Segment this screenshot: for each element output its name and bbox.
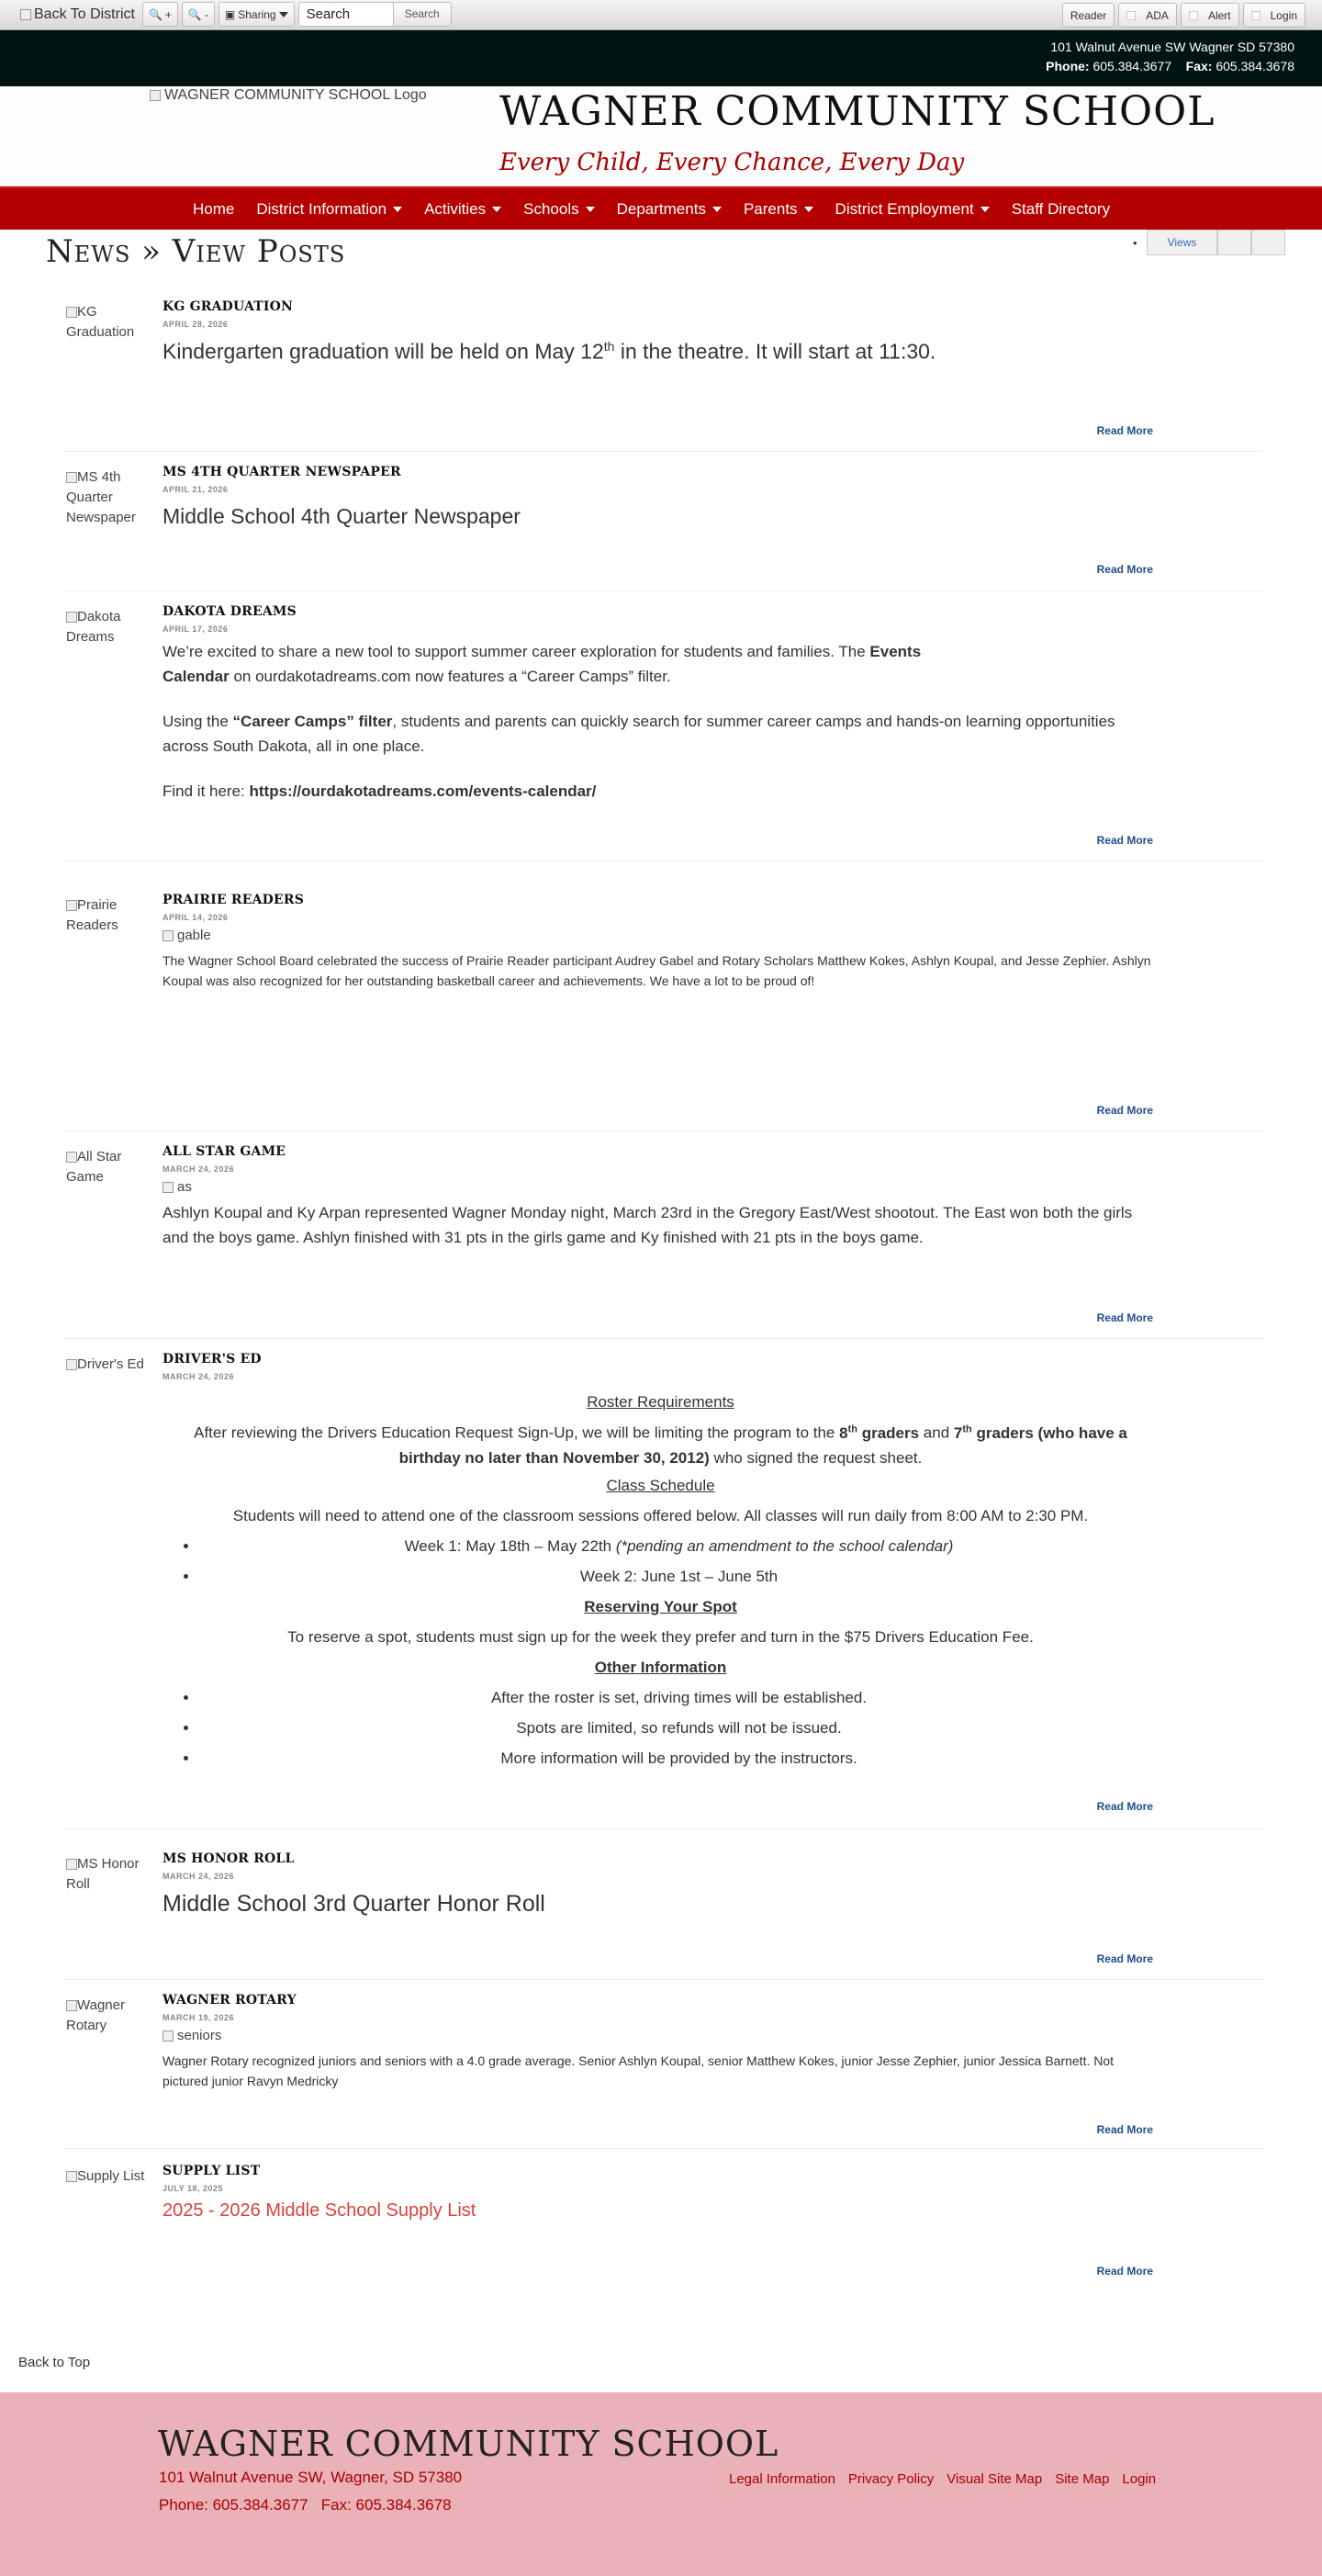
post-body	[162, 2164, 1159, 2222]
zoom-out-label: -	[204, 7, 208, 21]
logo-alt-text: WAGNER COMMUNITY SCHOOL Logo	[164, 87, 427, 103]
fax-number: 605.384.3678	[1216, 59, 1294, 73]
nav-item-activities[interactable]	[413, 188, 512, 230]
views-toggle	[1133, 230, 1285, 255]
share-icon: ▣	[224, 7, 236, 21]
post-body	[162, 1851, 1159, 1918]
list-item: • Spots are limited, so refunds will not be issued.	[199, 1713, 1159, 1743]
login-button[interactable]	[1243, 3, 1305, 28]
contact-phone-fax	[0, 57, 1294, 76]
post-text: Middle School 3rd Quarter Honor Roll	[162, 1891, 545, 1917]
post-paragraph	[162, 709, 1159, 759]
chevron-down-icon	[804, 207, 813, 212]
nav-item-label: Parents	[743, 199, 798, 218]
read-more-link[interactable]: Read More	[1096, 424, 1153, 437]
alert-button[interactable]	[1181, 3, 1239, 28]
post-date: APRIL 28, 2026	[162, 320, 229, 329]
nav-item-label: Schools	[523, 199, 579, 218]
post-title[interactable]: ALL STAR GAME	[162, 1144, 286, 1159]
thumb-alt: Supply List	[77, 2168, 145, 2184]
nav-item-label: District Employment	[835, 199, 974, 218]
list-item-note: (*pending an amendment to the school calendar)	[615, 1536, 954, 1555]
nav-item-staff-directory[interactable]	[1001, 188, 1121, 230]
post-text: Middle School 4th Quarter Newspaper	[162, 504, 521, 528]
view-mode-button[interactable]	[1251, 230, 1285, 255]
chevron-down-icon	[279, 12, 288, 17]
post-title[interactable]: PRAIRIE READERS	[162, 893, 305, 907]
broken-image-icon	[66, 1859, 77, 1870]
image-alt: as	[177, 1179, 192, 1195]
footer-phone: Phone: 605.384.3677 Fax: 605.384.3678	[159, 2496, 452, 2514]
post-text: Ashlyn Koupal and Ky Arpan represented Wagner Monday night, March 23rd in the Gregory East/West shootout. The East won both the girls and the boys game. Ashlyn finished with 31 pts in the girls game and Ky finished with 21 pts in the boys game.	[162, 1204, 1133, 1246]
main-navigation	[0, 186, 1322, 230]
broken-image-icon	[162, 2030, 174, 2042]
contact-address: 101 Walnut Avenue SW Wagner SD 57380	[1050, 39, 1294, 54]
post-text-part: in the theatre. It will start at 11:30.	[614, 339, 936, 364]
back-to-top-link[interactable]: Back to Top	[18, 2355, 91, 2370]
post-thumbnail[interactable]	[66, 2166, 167, 2187]
thumb-alt: All Star Game	[66, 1149, 122, 1185]
list-item: • After the roster is set, driving times will be established.	[199, 1682, 1159, 1713]
post-date: APRIL 17, 2026	[162, 624, 229, 634]
school-name: WAGNER COMMUNITY SCHOOL	[499, 88, 1216, 135]
post-date: MARCH 19, 2026	[162, 2013, 235, 2022]
nav-item-label: Staff Directory	[1011, 199, 1111, 218]
nav-item-label: District Information	[256, 199, 387, 218]
post-text: The Wagner School Board celebrated the success of Prairie Reader participant Audrey Gabel and Rotary Scholars Matthew Kokes, Ashlyn Koupal, and Jesse Zephier. Ashlyn Koupal was also recognized for her outstanding basketball career and achievements. We have a lot to be proud of!	[162, 953, 1151, 988]
list-item: • Week 2: June 1st – June 5th	[199, 1561, 1159, 1592]
schedule-list	[162, 1531, 1159, 1592]
section-heading: Other Information	[594, 1658, 727, 1676]
section-heading: Roster Requirements	[587, 1393, 734, 1411]
broken-image-icon	[150, 90, 161, 101]
post-date: APRIL 21, 2026	[162, 485, 229, 494]
text-part: , students and parents can quickly search for summer career camps and hands-on learning opportunities across South Dakota, all in one place.	[162, 713, 1115, 755]
image-alt: seniors	[177, 2028, 222, 2043]
post-title[interactable]: WAGNER ROTARY	[162, 1993, 297, 2008]
post-thumbnail[interactable]	[66, 1355, 167, 1375]
ada-label: ADA	[1146, 8, 1169, 22]
chevron-down-icon	[712, 207, 722, 212]
post-image	[162, 928, 1159, 943]
thumb-alt: Wagner Rotary	[66, 1997, 125, 2033]
visual-site-map-link[interactable]: Visual Site Map	[947, 2471, 1043, 2487]
read-more-link[interactable]: Read More	[1096, 1311, 1153, 1324]
post-thumbnail[interactable]	[66, 467, 158, 528]
footer-address: 101 Walnut Avenue SW, Wagner, SD 57380	[159, 2469, 463, 2486]
page-title: News » View Posts	[46, 233, 346, 270]
section-heading: Class Schedule	[606, 1476, 715, 1494]
site-footer	[0, 2392, 1322, 2576]
post-paragraph	[162, 1417, 1159, 1470]
post-item	[64, 465, 1263, 591]
nav-item-label: Home	[193, 199, 235, 218]
external-link[interactable]: https://ourdakotadreams.com/events-calendar/	[249, 782, 597, 800]
text-sup: th	[847, 1423, 857, 1434]
post-title[interactable]: KG GRADUATION	[162, 299, 294, 314]
login-label: Login	[1270, 8, 1297, 22]
info-list	[162, 1682, 1159, 1773]
back-to-district-label: Back To District	[34, 6, 135, 22]
page-title-row	[0, 230, 1322, 285]
post-thumbnail[interactable]	[66, 302, 158, 343]
post-body	[162, 893, 1159, 991]
magnifier-icon: 🔍	[187, 7, 202, 21]
list-item	[199, 1531, 1159, 1561]
post-body	[162, 604, 1159, 804]
ada-button[interactable]	[1118, 3, 1177, 28]
post-text	[162, 339, 1159, 365]
post-thumbnail[interactable]	[66, 1996, 158, 2036]
post-body	[162, 465, 1159, 529]
text-bold: 8	[839, 1423, 848, 1442]
sharing-label: Sharing	[238, 7, 276, 21]
contact-bar	[0, 30, 1322, 86]
post-date: JULY 18, 2025	[162, 2184, 224, 2193]
post-title[interactable]: DAKOTA DREAMS	[162, 604, 297, 619]
post-thumbnail[interactable]	[66, 607, 158, 647]
post-date: MARCH 24, 2026	[162, 1872, 235, 1881]
broken-image-icon	[66, 1152, 77, 1163]
post-date: APRIL 14, 2026	[162, 913, 229, 922]
post-image	[162, 2028, 1159, 2043]
thumb-alt: MS Honor Roll	[66, 1856, 140, 1892]
footer-login-link[interactable]: Login	[1122, 2471, 1157, 2487]
broken-image-icon	[66, 2000, 77, 2011]
nav-item-schools[interactable]	[512, 188, 605, 230]
text-part: Using the	[162, 713, 233, 730]
post-text-sup: th	[603, 339, 615, 354]
post-date: MARCH 24, 2026	[162, 1164, 235, 1174]
broken-image-icon	[162, 930, 174, 941]
fax-label: Fax:	[1185, 59, 1213, 73]
zoom-out-button[interactable]	[182, 2, 215, 27]
post-item	[64, 1352, 1263, 1829]
post-paragraph	[162, 639, 970, 689]
section-heading: Reserving Your Spot	[584, 1597, 737, 1615]
text-part: and	[919, 1423, 954, 1442]
image-alt: gable	[177, 928, 211, 943]
broken-image-icon	[66, 1359, 77, 1370]
school-tagline: Every Child, Every Chance, Every Day	[499, 149, 965, 176]
text-part: on ourdakotadreams.com now features a “Career Camps” filter.	[229, 668, 671, 685]
views-button[interactable]: Views	[1147, 230, 1218, 255]
alert-icon	[1189, 11, 1198, 20]
privacy-policy-link[interactable]: Privacy Policy	[847, 2471, 935, 2487]
alert-label: Alert	[1207, 8, 1231, 22]
thumb-alt: MS 4th Quarter Newspaper	[66, 469, 136, 525]
text-bold: “Career Camps” filter	[232, 713, 393, 730]
post-item	[64, 299, 1263, 452]
broken-image-icon	[162, 1182, 174, 1193]
broken-image-icon	[66, 472, 77, 483]
thumb-alt: Dakota Dreams	[66, 609, 121, 645]
ada-icon	[1126, 11, 1136, 20]
post-body	[162, 1993, 1159, 2091]
post-body	[162, 1352, 1159, 1773]
site-map-link[interactable]: Site Map	[1055, 2471, 1110, 2487]
zoom-in-label: +	[164, 7, 172, 21]
nav-item-departments[interactable]	[606, 188, 733, 230]
zoom-in-button[interactable]	[142, 2, 178, 27]
post-title[interactable]: DRIVER'S ED	[162, 1352, 262, 1367]
thumb-alt: Prairie Readers	[66, 897, 118, 933]
post-item	[64, 893, 1263, 1131]
post-image	[162, 1179, 1159, 1195]
post-item	[64, 2164, 1263, 2292]
top-toolbar	[0, 0, 1322, 30]
footer-links	[729, 2471, 1156, 2487]
post-paragraph: To reserve a spot, students must sign up for the week they prefer and turn in the $75 Drivers Education Fee.	[287, 1627, 1034, 1646]
magnifier-icon: 🔍	[148, 7, 162, 21]
text-part: We’re excited to share a new tool to support summer career exploration for students and families. The	[162, 643, 870, 660]
post-item	[64, 1144, 1263, 1339]
post-title[interactable]: MS 4TH QUARTER NEWSPAPER	[162, 465, 401, 479]
legal-information-link[interactable]: Legal Information	[729, 2471, 835, 2487]
post-paragraph: Students will need to attend one of the classroom sessions offered below. All classes will run daily from 8:00 AM to 2:30 PM.	[232, 1506, 1089, 1524]
footer-school-name: WAGNER COMMUNITY SCHOOL	[158, 2424, 779, 2464]
view-mode-button[interactable]	[1217, 230, 1251, 255]
post-item	[64, 1851, 1263, 1980]
text-bold: graders	[857, 1423, 920, 1442]
post-thumbnail[interactable]	[66, 895, 158, 936]
post-text-part: Kindergarten graduation will be held on May 12	[162, 339, 604, 364]
read-more-link[interactable]: Read More	[1096, 1104, 1153, 1117]
nav-item-district-information[interactable]	[245, 188, 413, 230]
text-part: who signed the request sheet.	[709, 1448, 923, 1467]
chevron-down-icon	[586, 207, 595, 212]
text-part: Find it here:	[162, 782, 250, 800]
nav-item-parents[interactable]	[733, 188, 824, 230]
read-more-link[interactable]: Read More	[1096, 834, 1153, 847]
chevron-down-icon	[980, 207, 990, 212]
post-body	[162, 299, 1159, 365]
thumb-alt: Driver's Ed	[77, 1356, 144, 1372]
search-input[interactable]: Search	[298, 2, 394, 27]
text-bold: Events Calendar	[162, 643, 922, 685]
broken-image-icon	[66, 612, 77, 623]
post-title[interactable]: SUPPLY LIST	[162, 2164, 261, 2178]
phone-label: Phone:	[1046, 59, 1090, 73]
broken-image-icon	[20, 9, 31, 20]
post-date: MARCH 24, 2026	[162, 1372, 235, 1381]
read-more-link[interactable]: Read More	[1096, 1952, 1153, 1965]
back-to-district-link[interactable]	[17, 3, 139, 27]
reader-button[interactable]: Reader	[1062, 3, 1115, 28]
nav-item-home[interactable]	[182, 188, 245, 230]
post-title[interactable]: MS HONOR ROLL	[162, 1851, 295, 1866]
phone-number[interactable]: 605.384.3677	[1092, 59, 1172, 73]
broken-image-icon	[66, 900, 77, 911]
read-more-link[interactable]: Read More	[1096, 2265, 1153, 2278]
nav-item-label: Departments	[616, 199, 706, 218]
nav-item-district-employment[interactable]	[824, 188, 1001, 230]
list-item-text: Week 1: May 18th – May 22th	[404, 1536, 616, 1555]
post-item	[64, 1993, 1263, 2149]
chevron-down-icon	[393, 207, 402, 212]
post-item	[64, 604, 1263, 861]
text-sup: th	[962, 1423, 972, 1434]
read-more-link[interactable]: Read More	[1096, 1800, 1153, 1813]
sharing-button[interactable]	[218, 2, 295, 27]
site-header	[0, 86, 1322, 186]
school-logo[interactable]	[150, 87, 427, 104]
post-paragraph	[162, 779, 1159, 804]
text-bold: graders (who have a birthday no later than November 30, 2012)	[398, 1423, 1127, 1467]
nav-item-label: Activities	[424, 199, 487, 218]
broken-image-icon	[66, 2171, 77, 2182]
login-icon	[1251, 11, 1260, 20]
post-body	[162, 1144, 1159, 1250]
search-button[interactable]: Search	[394, 2, 452, 27]
read-more-link[interactable]: Read More	[1096, 563, 1153, 576]
read-more-link[interactable]: Read More	[1096, 2123, 1153, 2136]
list-item: • More information will be provided by the instructors.	[199, 1743, 1159, 1773]
post-thumbnail[interactable]	[66, 1854, 158, 1895]
post-thumbnail[interactable]	[66, 1147, 158, 1187]
thumb-alt: KG Graduation	[66, 304, 135, 340]
chevron-down-icon	[492, 207, 501, 212]
list-bullet: •	[1133, 235, 1137, 250]
broken-image-icon	[66, 307, 77, 318]
text-part: After reviewing the Drivers Education Request Sign-Up, we will be limiting the program to the	[194, 1423, 840, 1442]
text-bold: 7	[953, 1423, 963, 1442]
post-text: Wagner Rotary recognized juniors and seniors with a 4.0 grade average. Senior Ashlyn Koupal, senior Matthew Kokes, junior Jesse Zephier, junior Jessica Barnett. Not pictured junior Ravyn Medricky	[162, 2053, 1115, 2088]
supply-list-link[interactable]: 2025 - 2026 Middle School Supply List	[162, 2200, 476, 2221]
